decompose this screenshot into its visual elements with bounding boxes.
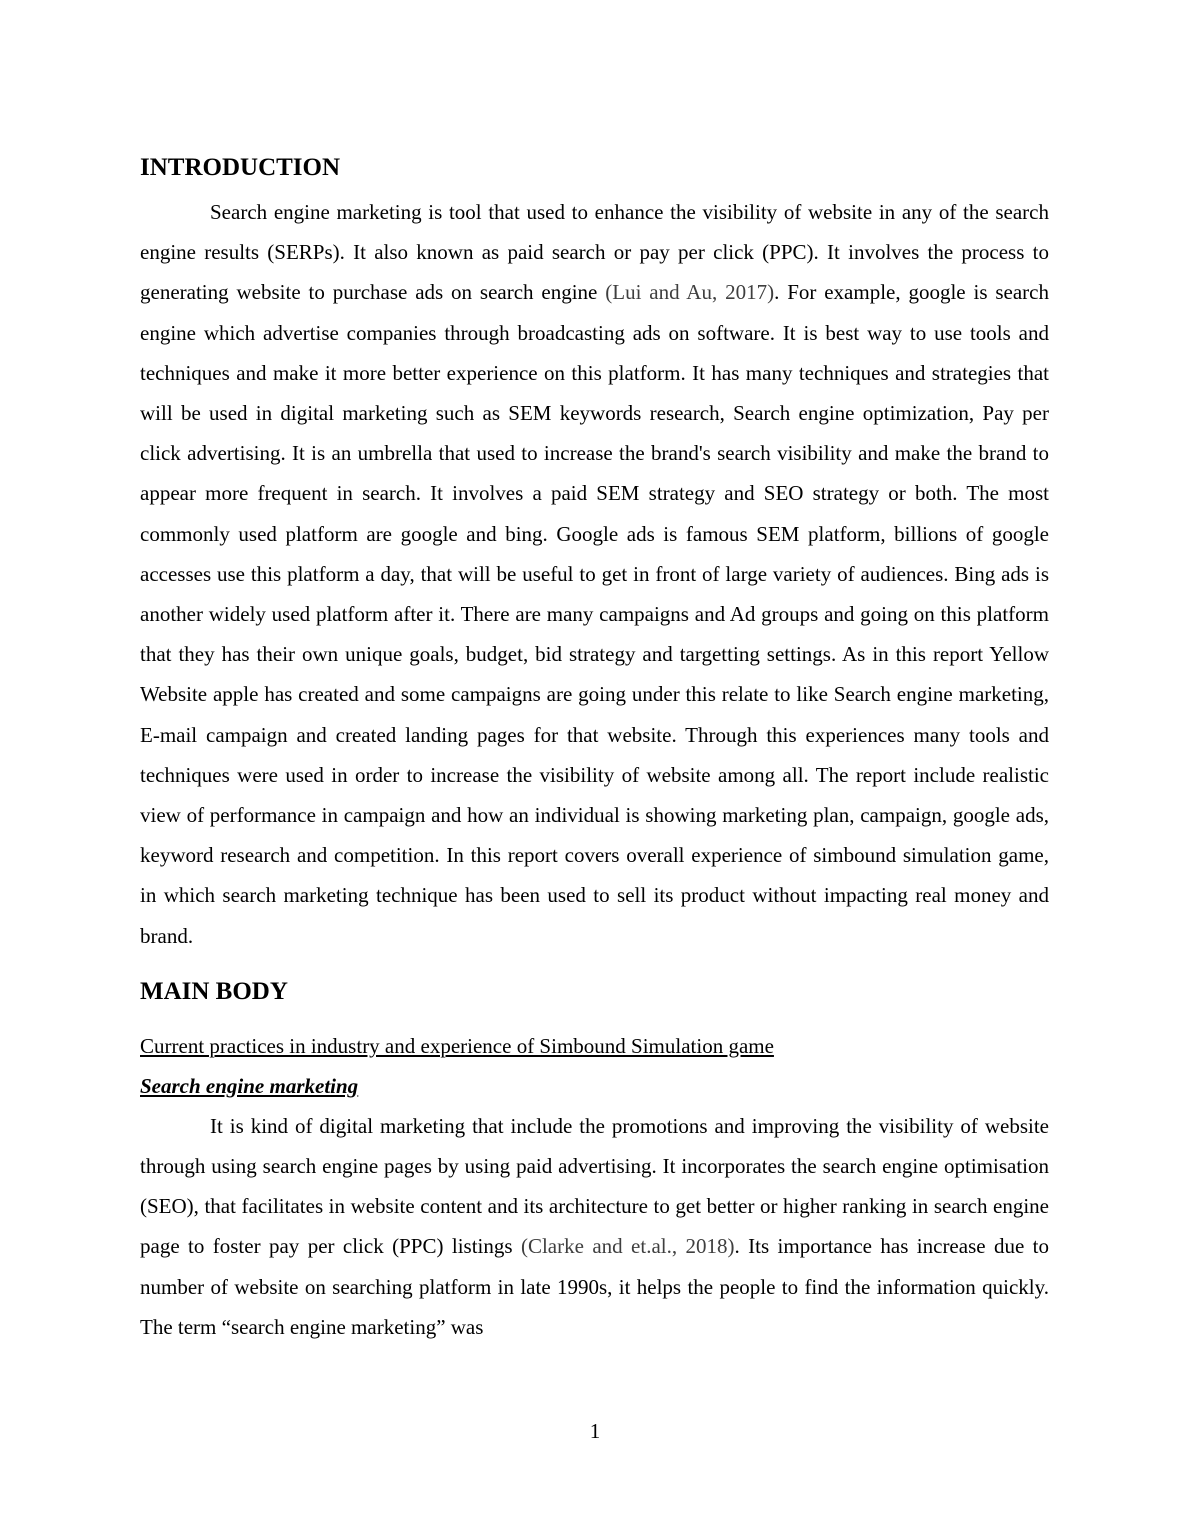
sem-text-part2: . Its importance has increase due to number of website on searching platform in late 1990s, it helps the people to find the information quickly. The term “search engine marketing” was <box>140 1234 1050 1339</box>
page-number: 1 <box>589 1419 601 1443</box>
introduction-text-part1: Search engine marketing is tool that used to enhance the visibility of website in any of the search engine results (SERPs). It also known as paid search or pay per click (PPC). It involves the process to generating website to purchase ads on search engine <box>140 200 1049 305</box>
sem-text-part1: It is kind of digital marketing that include the promotions and improving the visibility of website through using search engine pages by using paid advertising. It incorporates the search engine optimisation (SEO), that facilitates in website content and its architecture to get better or higher ranking in search engine page to foster pay per click (PPC) listings <box>140 1113 1049 1259</box>
sem-paragraph <box>140 1106 1049 1347</box>
page-content <box>140 148 1049 1347</box>
current-practices-subheading: Current practices in industry and experience of Simbound Simulation game <box>140 1033 774 1058</box>
main-body-heading: MAIN BODY <box>140 977 288 1005</box>
search-engine-marketing-heading: Search engine marketing <box>140 1073 359 1098</box>
introduction-text-part2: . For example, google is search engine which advertise companies through broadcasting ads on software. It is best way to use tools and techniques and make it more better experience on this platform. It has many techniques and strategies that will be used in digital marketing such as SEM keywords research, Search engine optimization, Pay per click advertising. It is an umbrella that used to increase the brand's search visibility and make the brand to appear more frequent in search. It involves a paid SEM strategy and SEO strategy or both. The most commonly used platform are google and bing. Google ads is famous SEM platform, billions of google accesses use this platform a day, that will be useful to get in front of large variety of audiences. Bing ads is another widely used platform after it. There are many campaigns and Ad groups and going on this platform that they has their own unique goals, budget, bid strategy and targetting settings. As in this report Yellow Website apple has created and some campaigns are going under this relate to like Search engine marketing, E-mail campaign and created landing pages for that website. Through this experiences many tools and techniques were used in order to increase the visibility of website among all. The report include realistic view of performance in campaign and how an individual is showing marketing plan, campaign, google ads, keyword research and competition. In this report covers overall experience of simbound simulation game, in which search marketing technique has been used to sell its product without impacting real money and brand. <box>140 280 1049 948</box>
introduction-heading: INTRODUCTION <box>140 154 341 181</box>
citation-clarke: (Clarke and et.al., 2018) <box>520 1234 735 1259</box>
citation-lui-au: (Lui and Au, 2017) <box>605 280 775 305</box>
introduction-paragraph <box>140 192 1049 956</box>
